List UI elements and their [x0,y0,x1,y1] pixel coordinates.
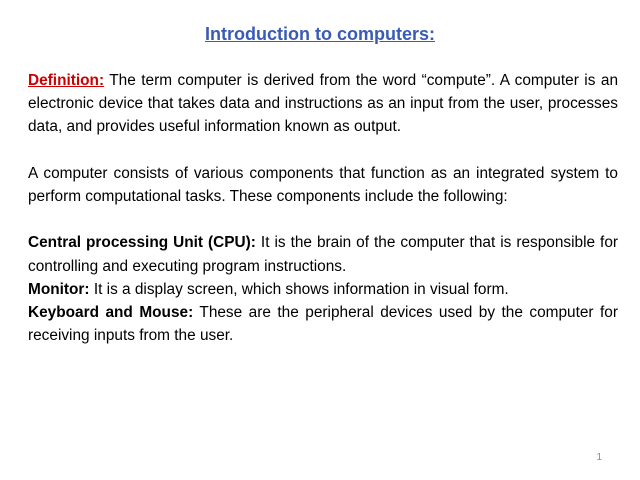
component-monitor-description: It is a display screen, which shows information in visual form. [89,280,509,298]
paragraph-spacer [28,208,618,231]
slide-body [28,69,618,347]
component-cpu-description: It is the brain of the computer that is responsible for controlling and executing program instructions. [28,234,619,275]
paragraph-spacer [28,139,618,162]
component-keyboard-mouse-name: Keyboard and Mouse: [28,304,194,321]
component-cpu [28,231,618,277]
definition-text: The term computer is derived from the word “compute”. A computer is an electronic device that takes data and instructions as an input from the user, processes data, and provides useful information known as output. [28,72,618,136]
page-number: 1 [596,452,602,463]
component-keyboard-mouse [28,301,618,347]
slide-title-text: Introduction to computers: [205,24,435,44]
component-monitor [28,278,618,301]
component-cpu-name: Central processing Unit (CPU): [28,234,256,252]
definition-paragraph [28,69,618,139]
component-keyboard-mouse-description: These are the peripheral devices used by the computer for receiving inputs from the user. [28,304,618,345]
slide-title [0,22,640,46]
component-monitor-name: Monitor: [28,280,90,298]
definition-label: Definition: [28,72,105,89]
components-intro-paragraph: A computer consists of various components that function as an integrated system to perform computational tasks. These components include the following: [28,164,618,205]
